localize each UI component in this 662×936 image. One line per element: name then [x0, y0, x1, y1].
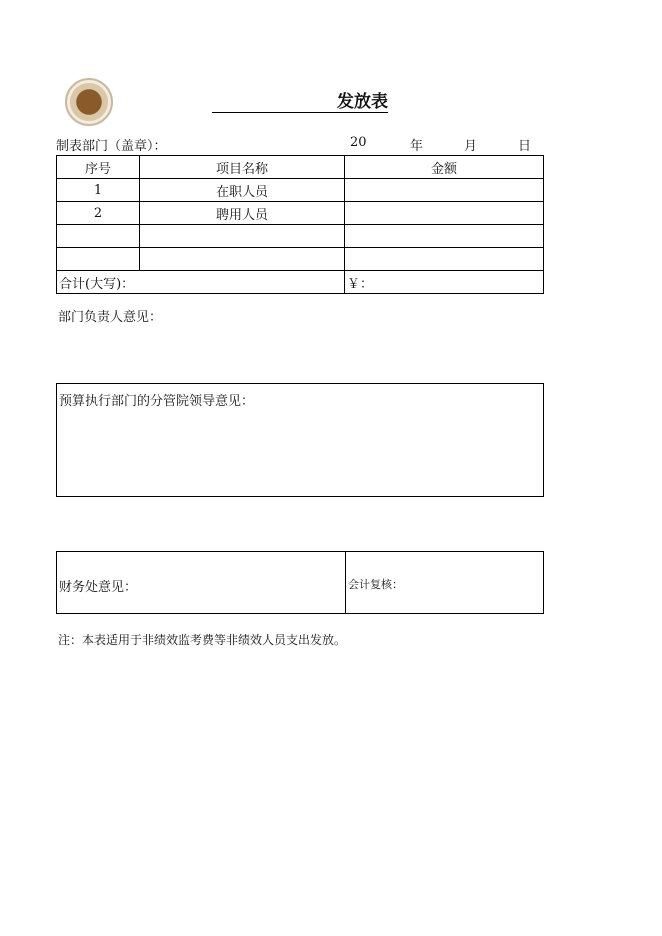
dept-head-opinion-label: 部门负责人意见：: [58, 310, 163, 325]
budget-opinion-label: 预算执行部门的分管院领导意见：: [59, 394, 255, 409]
finance-box: [56, 551, 544, 614]
row-amount[interactable]: [345, 248, 544, 271]
total-label: 合计(大写)：: [57, 271, 345, 294]
col-no: 序号: [57, 156, 140, 179]
divider: [345, 552, 346, 613]
month-label: 月: [464, 139, 478, 154]
row-amount[interactable]: [345, 202, 544, 225]
row-no: 2: [57, 202, 140, 225]
row-no[interactable]: [57, 248, 140, 271]
university-logo: [65, 78, 113, 126]
col-amount: 金额: [345, 156, 544, 179]
dept-label: 制表部门（盖章）：: [56, 139, 167, 154]
row-no[interactable]: [57, 225, 140, 248]
row-no: 1: [57, 179, 140, 202]
col-name: 项目名称: [140, 156, 345, 179]
row-name[interactable]: [140, 248, 345, 271]
table-row: [57, 225, 544, 248]
row-name[interactable]: [140, 225, 345, 248]
year-prefix: 20: [350, 135, 367, 150]
row-name: 聘用人员: [140, 202, 345, 225]
audit-label: 会计复核：: [348, 578, 403, 591]
table-row: [57, 248, 544, 271]
total-amount: ￥：: [345, 271, 544, 294]
row-name: 在职人员: [140, 179, 345, 202]
table-row: [57, 179, 544, 202]
table-row: [57, 202, 544, 225]
row-amount[interactable]: [345, 179, 544, 202]
table-header: [57, 156, 544, 179]
footnote: 注：本表适用于非绩效监考费等非绩效人员支出发放。: [58, 633, 347, 647]
row-amount[interactable]: [345, 225, 544, 248]
day-label: 日: [518, 139, 532, 154]
budget-opinion-box[interactable]: [56, 383, 544, 497]
year-label: 年: [410, 139, 424, 154]
payment-table: [56, 155, 544, 294]
total-row: [57, 271, 544, 294]
finance-opinion-label: 财务处意见：: [59, 580, 138, 595]
page-title: 发放表: [212, 92, 388, 113]
